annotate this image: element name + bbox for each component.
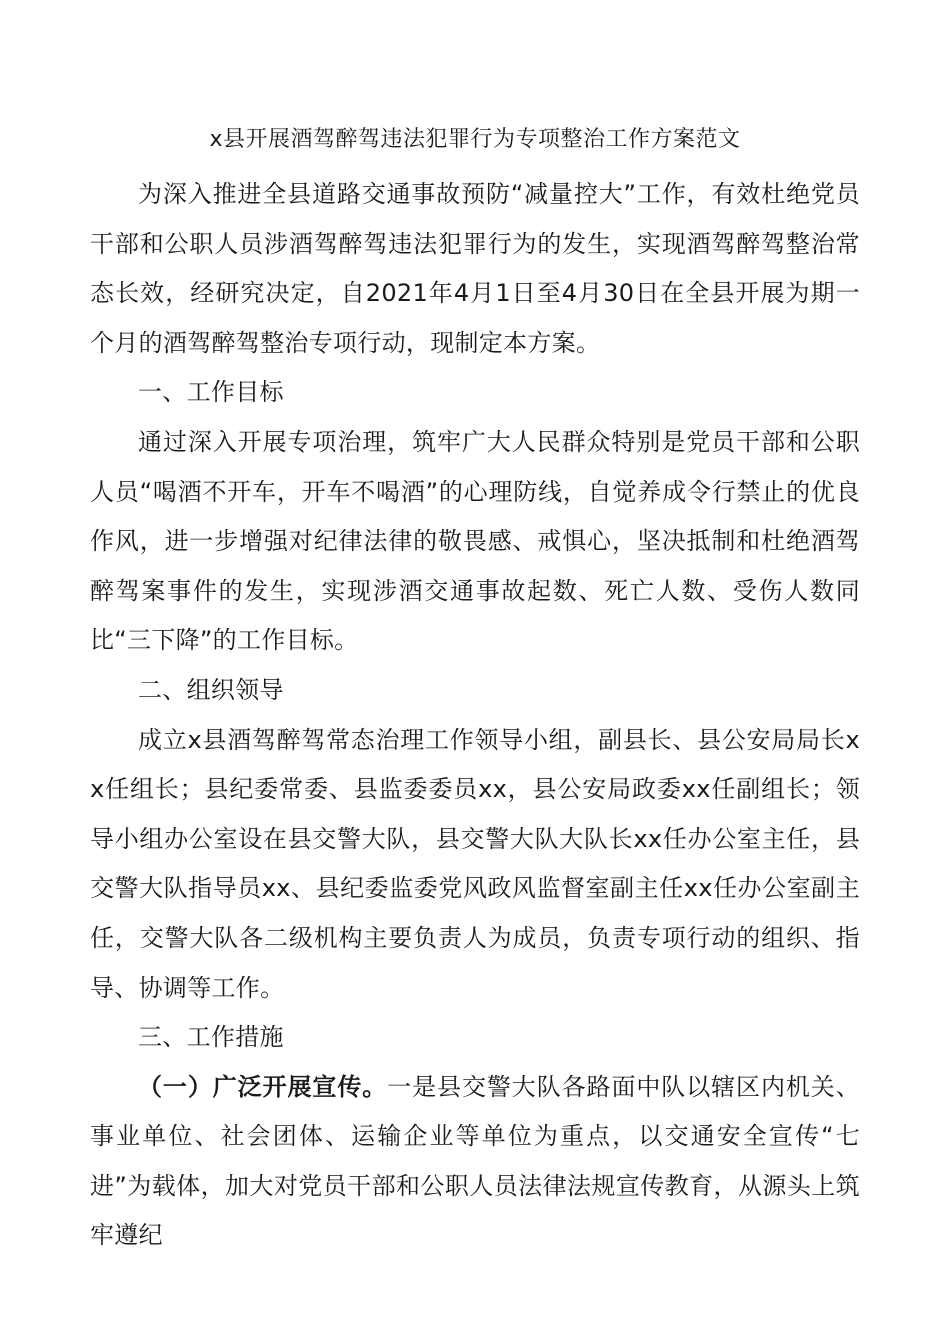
- measure-item-1-lead: （一）广泛开展宣传。: [138, 1072, 388, 1101]
- section-body-goals: 通过深入开展专项治理，筑牢广大人民群众特别是党员干部和公职人员“喝酒不开车，开车不喝酒”的心理防线，自觉养成令行禁止的优良作风，进一步增强对纪律法律的敬畏感、戒惧心，坚决抵制和杜绝酒驾醉驾案事件的发生，实现涉酒交通事故起数、死亡人数、受伤人数同比“三下降”的工作目标。: [90, 427, 860, 655]
- measure-item-1: [90, 1063, 860, 1261]
- section-heading-goals: 一、工作目标: [138, 378, 284, 407]
- measure-item-1-body: 一是县交警大队各路面中队以辖区内机关、事业单位、社会团体、运输企业等单位为重点，以交通安全宣传“七进”为载体，加大对党员干部和公职人员法律法规宣传教育，从源头上筑牢遵纪: [90, 1072, 861, 1250]
- section-body-leadership: 成立x县酒驾醉驾常态治理工作领导小组，副县长、县公安局局长xx任组长；县纪委常委、县监委委员xx，县公安局政委xx任副组长；领导小组办公室设在县交警大队，县交警大队大队长xx任办公室主任，县交警大队指导员xx、县纪委监委党风政风监督室副主任xx任办公室副主任，交警大队各二级机构主要负责人为成员，负责专项行动的组织、指导、协调等工作。: [90, 725, 860, 1002]
- intro-paragraph: 为深入推进全县道路交通事故预防“减量控大”工作，有效杜绝党员干部和公职人员涉酒驾醉驾违法犯罪行为的发生，实现酒驾醉驾整治常态长效，经研究决定，自2021年4月1日至4月30日在全县开展为期一个月的酒驾醉驾整治专项行动，现制定本方案。: [90, 180, 860, 357]
- document-title: x县开展酒驾醉驾违法犯罪行为专项整治工作方案范文: [209, 127, 741, 152]
- document-page: [90, 120, 860, 1261]
- section-heading-leadership: 二、组织领导: [138, 675, 284, 704]
- section-heading-measures: 三、工作措施: [138, 1023, 284, 1052]
